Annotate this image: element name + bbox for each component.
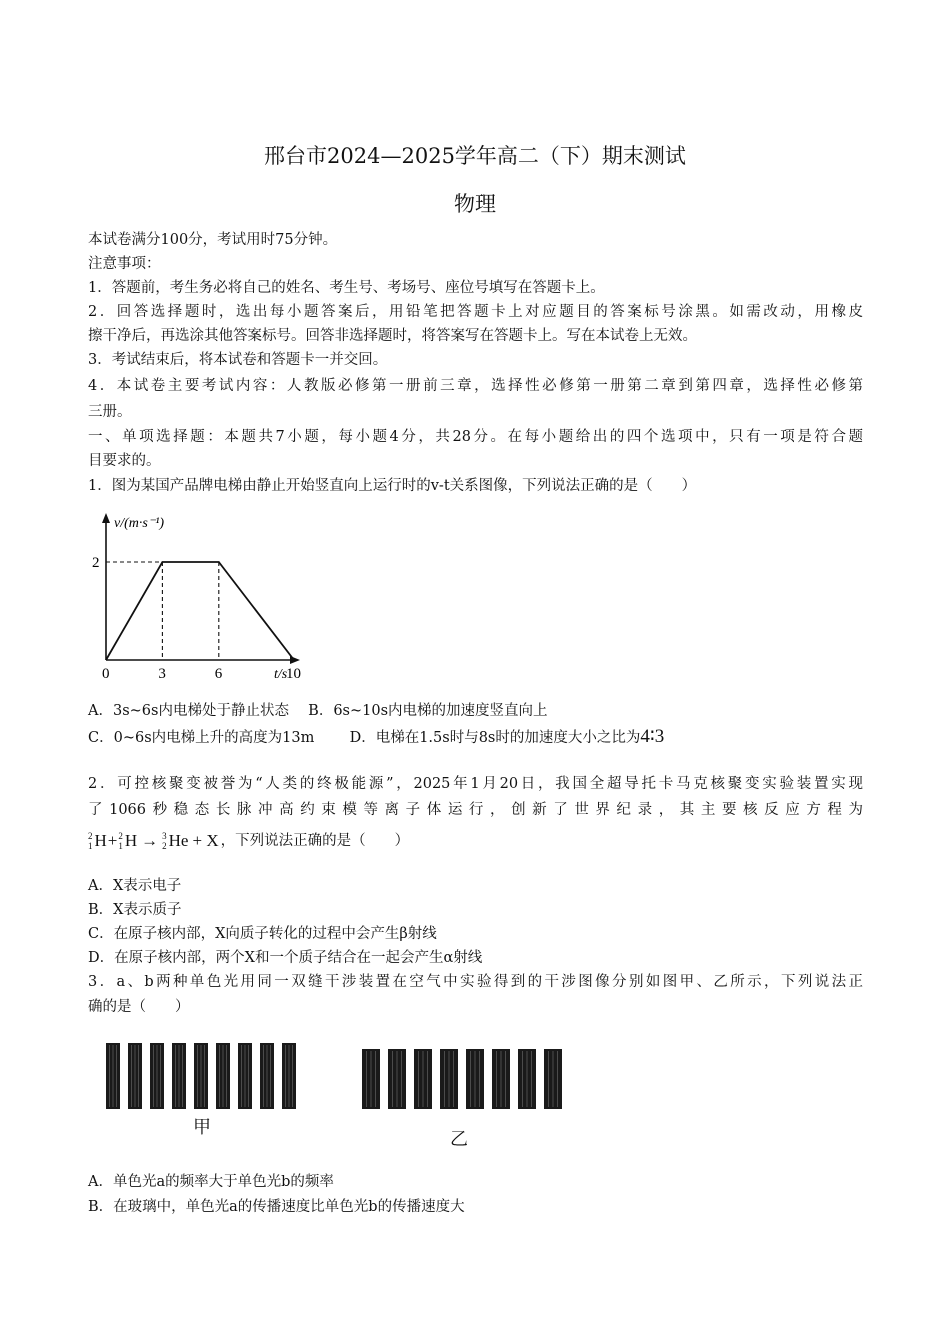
x-tick-label: 0 (102, 666, 110, 682)
q2-stem-1: 2．可控核聚变被誉为“人类的终极能源”，2025年1月20日，我国全超导托卡马克核聚变实验装置实现 (88, 776, 863, 792)
score-note: 本试卷满分100分，考试用时75分钟。 (88, 232, 338, 248)
page-title: 邢台市2024—2025学年高二（下）期末测试 (264, 144, 686, 168)
q1-option-d[interactable]: D．电梯在1.5s时与8s时的加速度大小之比为 (349, 730, 641, 746)
q2-equation-line (88, 826, 863, 856)
notice-4: 4．本试卷主要考试内容：人教版必修第一册前三章，选择性必修第一册第二章到第四章，选择性必修第 (88, 378, 863, 394)
x-tick-label: 10 (286, 666, 301, 682)
interference-pattern-a (100, 1040, 310, 1115)
q2-option-d[interactable]: D．在原子核内部，两个X和一个质子结合在一起会产生α射线 (88, 950, 483, 966)
q2-option-b[interactable]: B．X表示质子 (88, 902, 182, 918)
deuteron-2: 2 1 H (118, 831, 138, 851)
q2-option-a[interactable]: A．X表示电子 (88, 878, 182, 894)
helium-3: 3 2 He (162, 831, 189, 851)
q2-option-c[interactable]: C．在原子核内部，X向质子转化的过程中会产生β射线 (88, 926, 437, 942)
q3-stem-1: 3．a、b两种单色光用同一双缝干涉装置在空气中实验得到的干涉图像分别如图甲、乙所示，下列说法正 (88, 974, 863, 990)
plus-sign: + (107, 831, 118, 850)
q1-option-d-ratio: 4∶3 (640, 726, 665, 747)
q2-stem-3: ，下列说法正确的是（ ） (220, 833, 410, 849)
deuteron-1: 2 1 H (88, 831, 107, 851)
notice-1: 1．答题前，考生务必将自己的姓名、考生号、考场号、座位号填写在答题卡上。 (88, 280, 605, 296)
subject-title: 物理 (454, 192, 496, 216)
q1-stem: 1．图为某国产品牌电梯由静止开始竖直向上运行时的v-t关系图像，下列说法正确的是（ ） (88, 478, 697, 494)
interference-pattern-b (356, 1046, 586, 1116)
q1-option-c[interactable]: C．0~6s内电梯上升的高度为13m (88, 730, 315, 746)
x-tick-label: 3 (158, 666, 166, 682)
notice-4-cont: 三册。 (88, 404, 132, 420)
x-particle: + X (192, 831, 219, 850)
notice-2-cont: 擦干净后，再选涂其他答案标号。回答非选择题时，将答案写在答题卡上。写在本试卷上无效。 (88, 328, 697, 344)
q2-stem-2: 了1066秒稳态长脉冲高约束模等离子体运行，创新了世界纪录，其主要核反应方程为 (88, 802, 863, 818)
q3-option-b[interactable]: B．在玻璃中，单色光a的传播速度比单色光b的传播速度大 (88, 1199, 465, 1215)
q1-option-a[interactable]: A．3s~6s内电梯处于静止状态 (88, 703, 289, 719)
q3-option-a[interactable]: A．单色光a的频率大于单色光b的频率 (88, 1174, 334, 1190)
section-heading: 一、单项选择题：本题共7小题，每小题4分，共28分。在每小题给出的四个选项中，只有一项是符合题 (88, 429, 863, 445)
q1-options-row1 (88, 699, 863, 723)
vt-chart (88, 505, 318, 685)
figure-label-b: 乙 (450, 1129, 468, 1150)
velocity-series-line (106, 562, 294, 660)
y-axis-arrow (102, 513, 110, 523)
notice-3: 3．考试结束后，将本试卷和答题卡一并交回。 (88, 352, 388, 368)
q1-option-b[interactable]: B．6s~10s内电梯的加速度竖直向上 (308, 703, 548, 719)
figure-label-a: 甲 (193, 1117, 211, 1138)
notice-2: 2．回答选择题时，选出每小题答案后，用铅笔把答题卡上对应题目的答案标号涂黑。如需改动，用橡皮 (88, 304, 863, 320)
x-tick-label: 6 (214, 666, 223, 682)
notice-label: 注意事项： (88, 256, 161, 272)
q1-options-row2 (88, 725, 863, 750)
y-axis-label: v/(m·s⁻¹) (114, 516, 165, 531)
y-tick-label: 2 (92, 555, 100, 571)
x-axis-label: t/s (274, 667, 288, 682)
reaction-arrow: → (141, 831, 159, 850)
q3-stem-2: 确的是（ ） (88, 999, 190, 1015)
section-heading-cont: 目要求的。 (88, 453, 161, 469)
